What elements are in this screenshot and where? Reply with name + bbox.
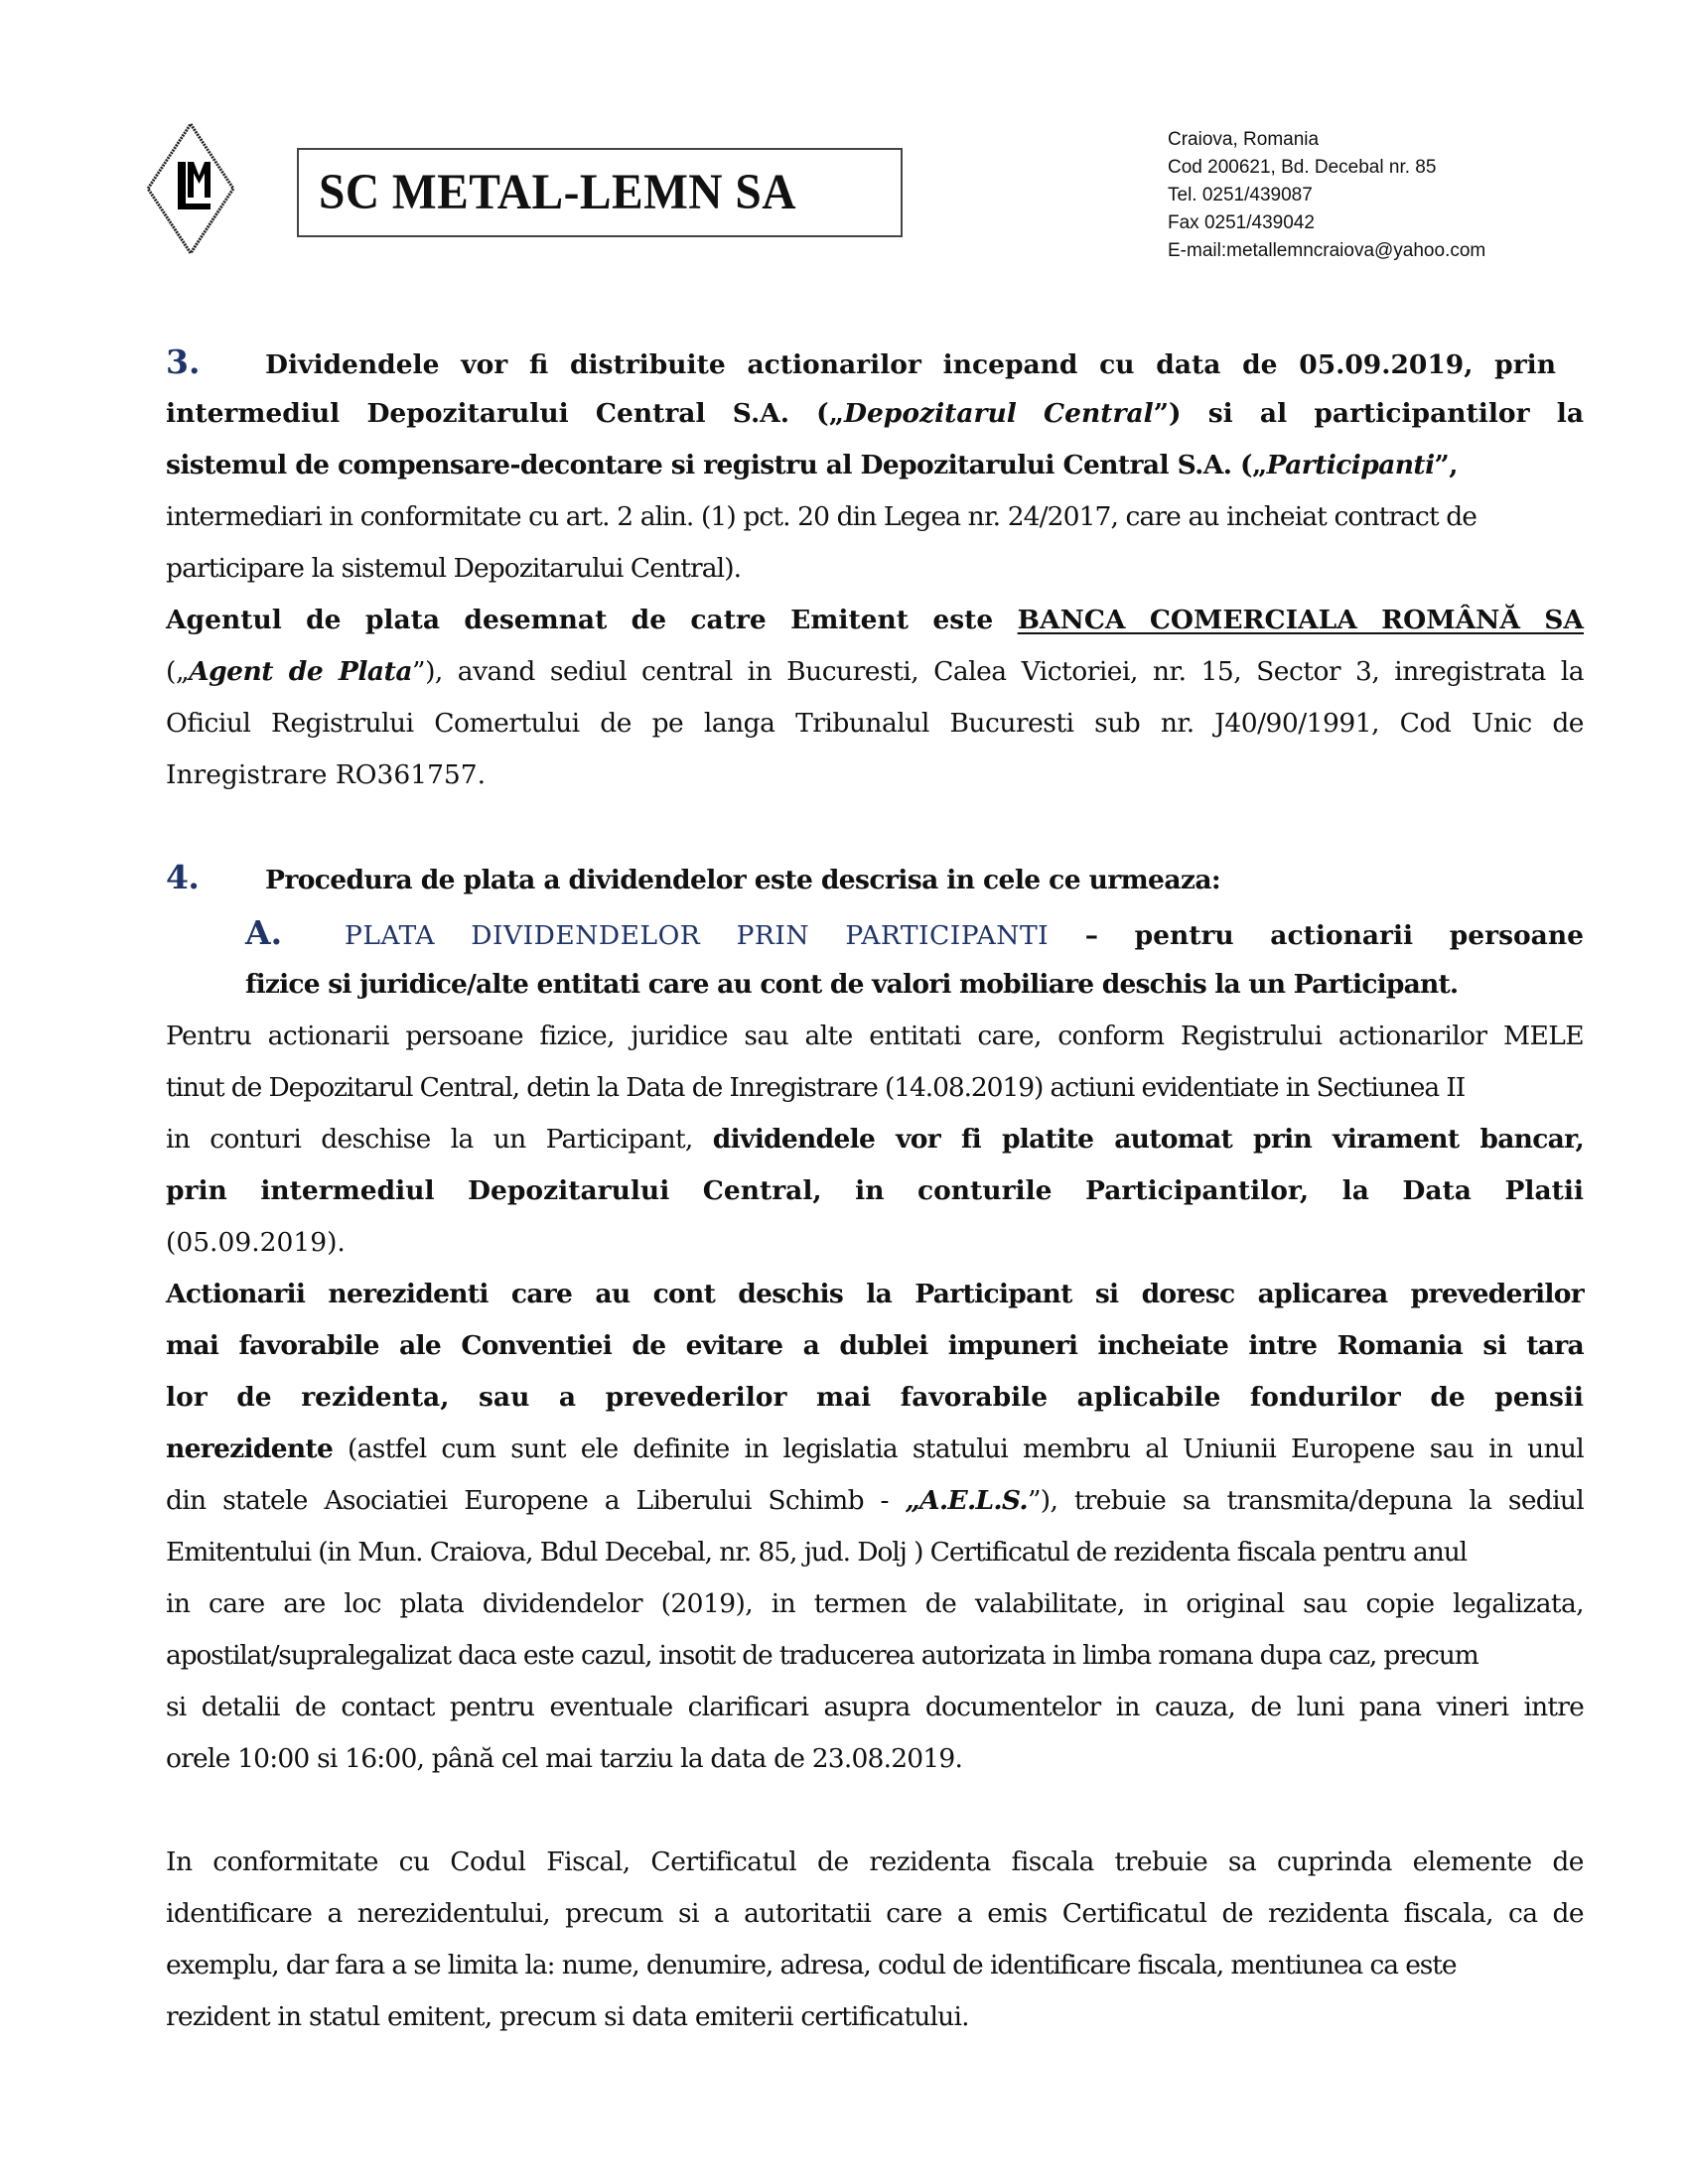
section-3 (166, 337, 1584, 801)
para1-line-4: prin intermediul Depozitarului Central, in conturile Participantilor, la Data Platii (166, 1175, 1584, 1206)
subsection-a-letter: A. (245, 913, 283, 952)
contact-address: Cod 200621, Bd. Decebal nr. 85 (1168, 157, 1437, 178)
para1-line-2: tinut de Depozitarul Central, detin la Data de Inregistrare (14.08.2019) actiuni evidentiate in Sectiunea II (166, 1072, 1466, 1103)
section-4-heading: 4. Procedura de plata a dividendelor este descrisa in cele ce urmeaza: (166, 852, 1584, 903)
para3-line-2: identificare a nerezidentului, precum si a autoritatii care a emis Certificatul de rezidenta fiscala, ca de (166, 1898, 1584, 1929)
section-3-line-4: intermediari in conformitate cu art. 2 alin. (1) pct. 20 din Legea nr. 24/2017, care au incheiat contract de (166, 501, 1477, 532)
para2-line-6: Emitentului (in Mun. Craiova, Bdul Decebal, nr. 85, jud. Dolj ) Certificatul de rezidenta fiscala pentru anul (166, 1537, 1468, 1568)
section-4 (166, 852, 1584, 2043)
company-logo (146, 122, 235, 255)
para2-line-7: in care are loc plata dividendelor (2019), in termen de valabilitate, in original sau copie legalizata, (166, 1588, 1584, 1619)
para2-line-10: orele 10:00 si 16:00, până cel mai tarziu la data de 23.08.2019. (166, 1743, 963, 1774)
aels-term: „A.E.L.S. (905, 1485, 1028, 1516)
section-3-line-3: sistemul de compensare-decontare si registru al Depozitarului Central S.A. („Participanti”, (166, 450, 1458, 480)
para3-line-4: rezident in statul emitent, precum si data emiterii certificatului. (166, 2001, 969, 2032)
para2-line-2: mai favorabile ale Conventiei de evitare a dublei impuneri incheiate intre Romania si tara (166, 1330, 1584, 1361)
para2-line-9: si detalii de contact pentru eventuale clarificari asupra documentelor in cauza, de luni pana vineri intre (166, 1692, 1584, 1722)
para2-line-5: din statele Asociatiei Europene a Liberului Schimb - „A.E.L.S.”), trebuie sa transmita/depuna la sediul (166, 1485, 1584, 1516)
section-3-line-5: participare la sistemul Depozitarului Central). (166, 553, 742, 584)
contact-fax: Fax 0251/439042 (1168, 212, 1315, 233)
para1-line-3: in conturi deschise la un Participant, dividendele vor fi platite automat prin virament bancar, (166, 1124, 1584, 1155)
agent-line-3: Oficiul Registrului Comertului de pe langa Tribunalul Bucuresti sub nr. J40/90/1991, Cod Unic de (166, 708, 1584, 739)
section-3-number: 3. (166, 342, 201, 381)
para2-line-8: apostilat/supralegalizat daca este cazul, insotit de traducerea autorizata in limba romana dupa caz, precum (166, 1640, 1478, 1671)
para3-line-1: In conformitate cu Codul Fiscal, Certificatul de rezidenta fiscala trebuie sa cuprinda elemente de (166, 1846, 1584, 1877)
agent-line-4: Inregistrare RO361757. (166, 759, 487, 790)
paragraph-spacer (166, 1785, 1584, 1837)
para2-line-3: lor de rezidenta, sau a prevederilor mai favorabile aplicabile fondurilor de pensii (166, 1382, 1584, 1413)
agent-line-1: Agentul de plata desemnat de catre Emitent este BANCA COMERCIALA ROMÂNĂ SA (166, 605, 1584, 635)
subsection-a-subtitle: fizice si juridice/alte entitati care au cont de valori mobiliare deschis la un Participant. (245, 969, 1459, 1000)
agent-line-2: („Agent de Plata”), avand sediul central in Bucuresti, Calea Victoriei, nr. 15, Sector 3, inregistrata la (166, 656, 1584, 687)
para2-line-4: nerezidente (astfel cum sunt ele definite in legislatia statului membru al Uniunii Europene sau in unul (166, 1433, 1584, 1464)
subsection-a-title: A. PLATA DIVIDENDELOR PRIN PARTICIPANTI – pentru actionarii persoane (166, 907, 1584, 959)
section-3-line-2: intermediul Depozitarului Central S.A. („Depozitarul Central”) si al participantilor la (166, 398, 1584, 429)
company-name: SC METAL-LEMN SA (319, 165, 796, 220)
section-4-number: 4. (166, 858, 200, 896)
para3-line-3: exemplu, dar fara a se limita la: nume, denumire, adresa, codul de identificare fiscala, mentiunea ca este (166, 1950, 1457, 1980)
para1-line-1: Pentru actionarii persoane fizice, juridice sau alte entitati care, conform Registrului actionarilor MELE (166, 1021, 1584, 1051)
contact-email[interactable]: E-mail:metallemncraiova@yahoo.com (1168, 240, 1486, 261)
contact-city: Craiova, Romania (1168, 129, 1320, 150)
para2-line-1: Actionarii nerezidenti care au cont deschis la Participant si doresc aplicarea prevederilor (166, 1279, 1584, 1309)
company-name-box (297, 148, 903, 237)
section-3-line-1: 3. Dividendele vor fi distribuite actionarilor incepand cu data de 05.09.2019, prin (166, 337, 1584, 388)
payment-agent-name: BANCA COMERCIALA ROMÂNĂ SA (1017, 605, 1584, 635)
para1-line-5: (05.09.2019). (166, 1227, 346, 1258)
contact-phone: Tel. 0251/439087 (1168, 185, 1313, 205)
contact-block (1168, 126, 1485, 265)
